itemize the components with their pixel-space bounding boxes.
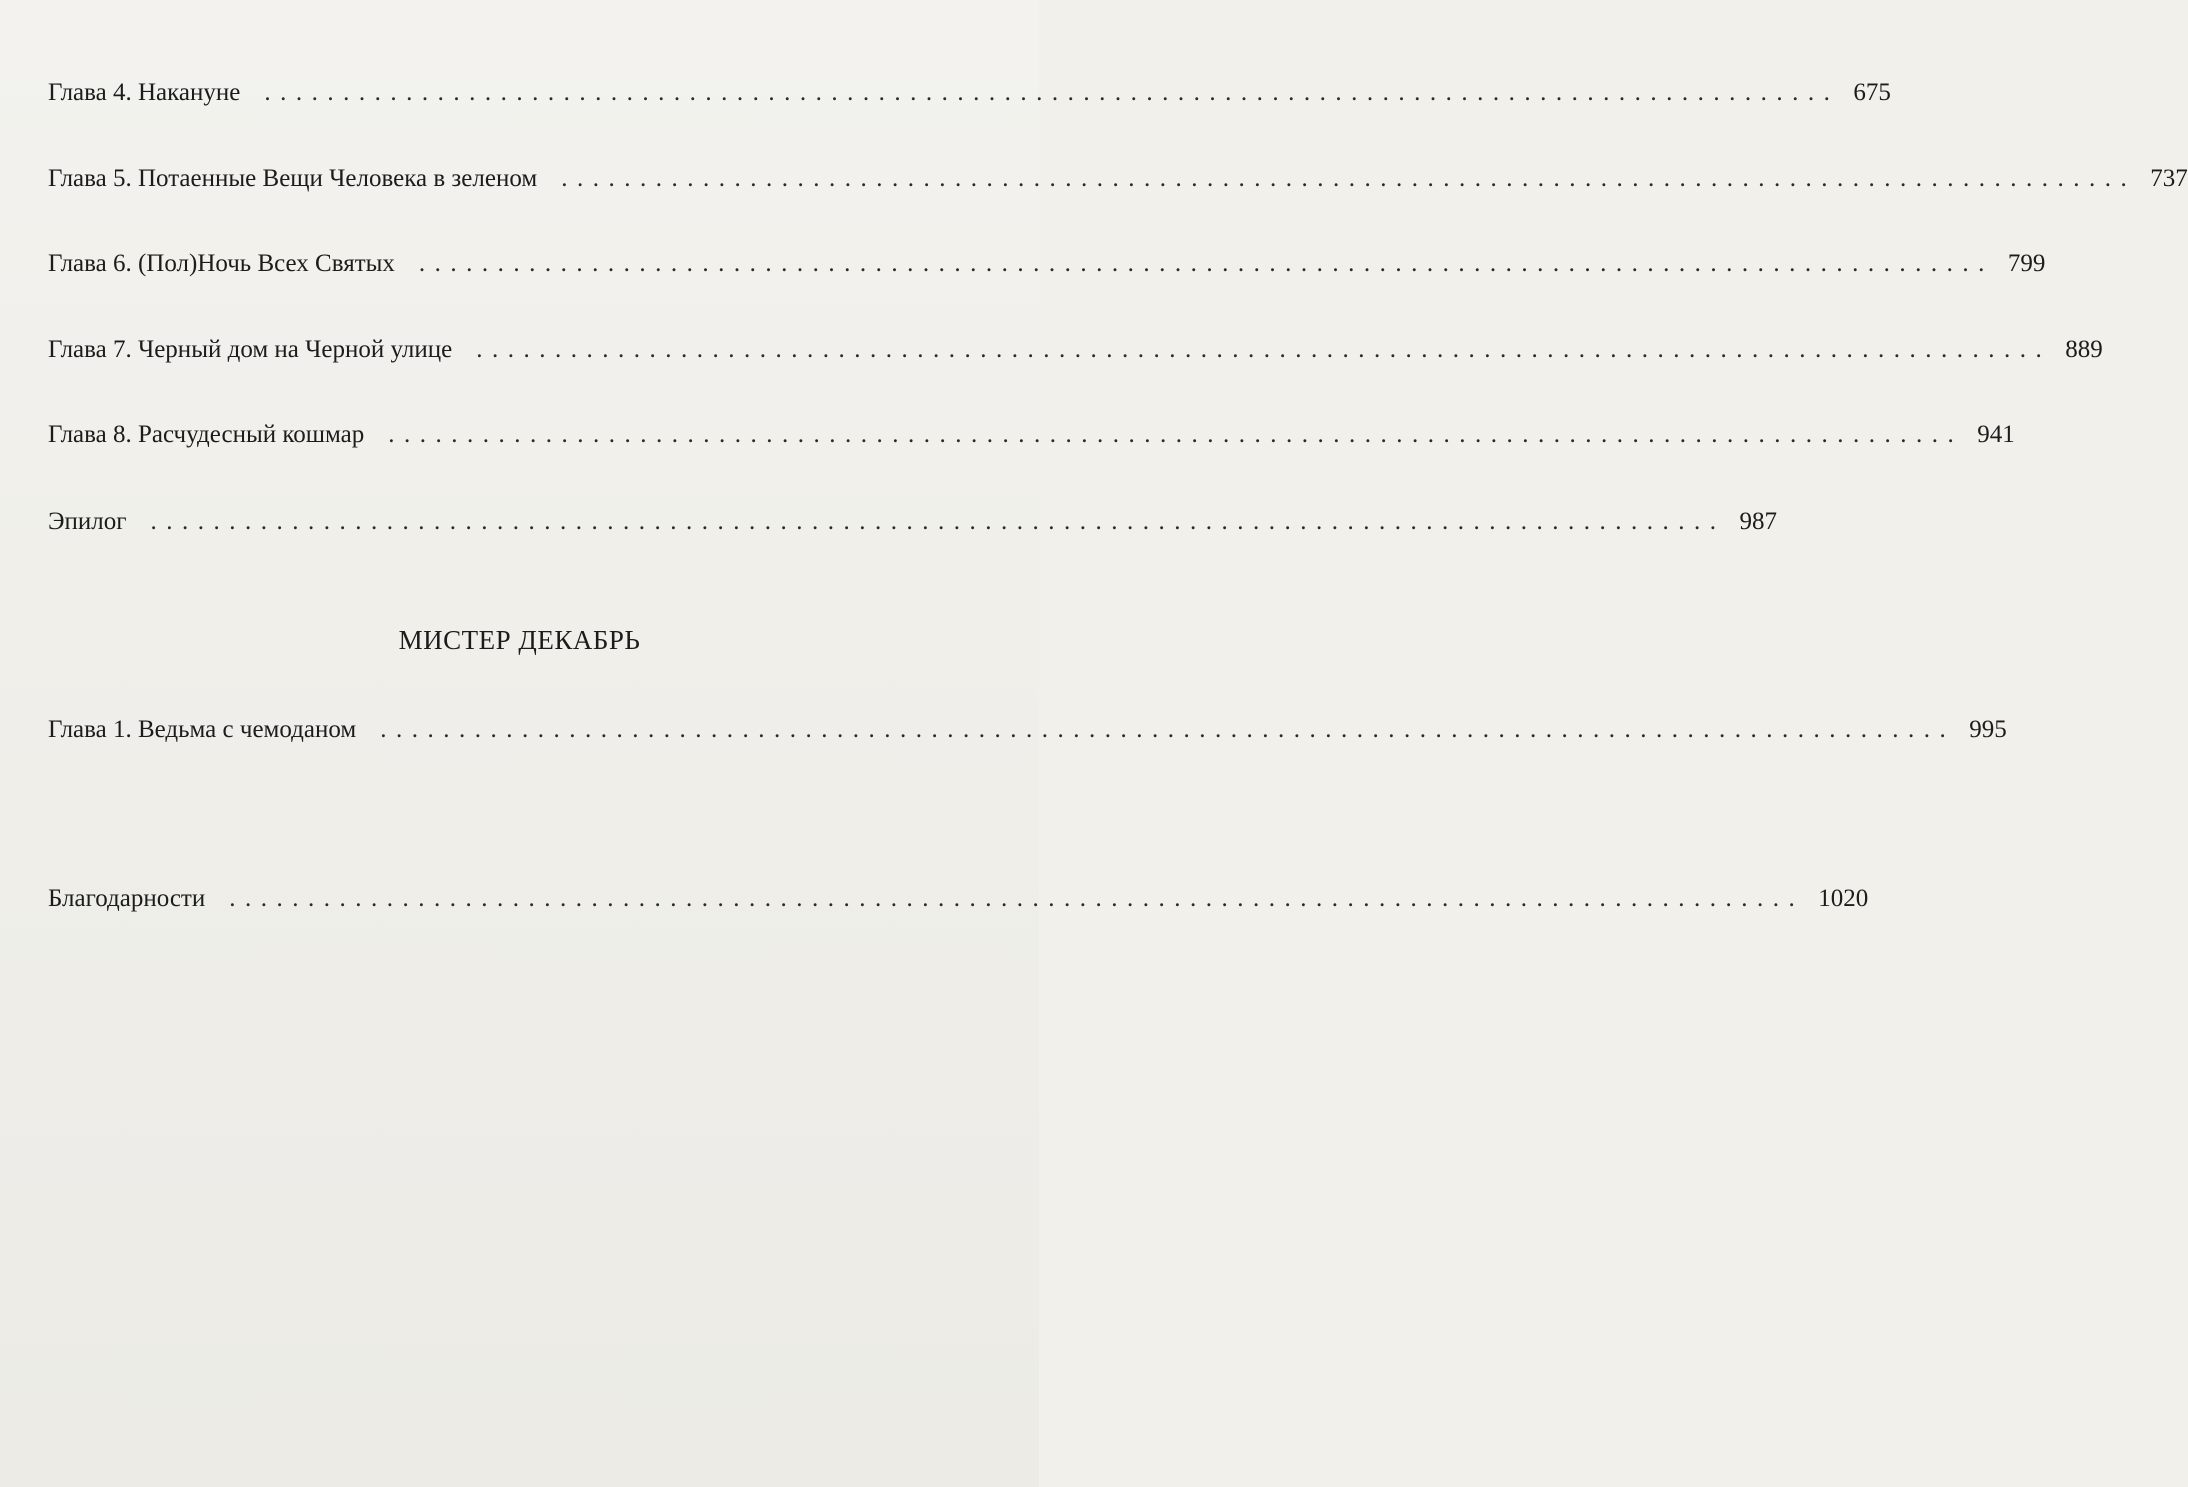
toc-entry-chapter-8	[48, 410, 2015, 450]
toc-entry-section-chapter-1	[48, 705, 2007, 745]
toc-entry-page-number: 799	[2007, 250, 2046, 277]
toc-entry-page-number: 941	[1977, 421, 2015, 448]
dot-leader: ....................................................................................................	[561, 165, 2137, 192]
dot-leader: ....................................................................................................	[418, 250, 1994, 277]
toc-entry-chapter-6	[48, 239, 2046, 279]
toc-entry-title: Благодарности	[48, 885, 206, 912]
dot-leader: ....................................................................................................	[388, 421, 1964, 448]
toc-entry-epilogue	[48, 497, 1777, 537]
toc-entry-title: Глава 5. Потаенные Вещи Человека в зеленом	[48, 165, 538, 192]
toc-entry-title: Глава 8. Расчудесный кошмар	[48, 421, 365, 448]
toc-entry-page-number: 987	[1739, 508, 1777, 535]
dot-leader: ....................................................................................................	[264, 79, 1840, 106]
dot-leader: ....................................................................................................	[380, 716, 1956, 743]
dot-leader: ....................................................................................................	[229, 885, 1805, 912]
toc-entry-title: Глава 7. Черный дом на Черной улице	[48, 336, 453, 363]
toc-entry-page-number: 889	[2065, 336, 2103, 363]
toc-entry-page-number: 737	[2150, 165, 2188, 192]
toc-entry-page-number: 1020	[1818, 885, 1869, 912]
toc-entry-chapter-5	[48, 154, 2188, 194]
dot-leader: ....................................................................................................	[476, 336, 2052, 363]
toc-entry-chapter-7	[48, 325, 2103, 365]
dot-leader: ....................................................................................................	[150, 508, 1726, 535]
toc-entry-title: Глава 6. (Пол)Ночь Всех Святых	[48, 250, 395, 277]
toc-entry-acknowledgements	[48, 874, 1869, 914]
section-heading: МИСТЕР ДЕКАБРЬ	[398, 625, 641, 655]
toc-entry-page-number: 675	[1853, 79, 1891, 106]
toc-entry-page-number: 995	[1969, 716, 2007, 743]
toc-entry-title: Глава 1. Ведьма с чемоданом	[48, 716, 357, 743]
toc-entry-chapter-4	[48, 68, 1891, 108]
toc-entry-title: Глава 4. Накануне	[48, 79, 241, 106]
toc-entry-title: Эпилог	[48, 508, 127, 535]
